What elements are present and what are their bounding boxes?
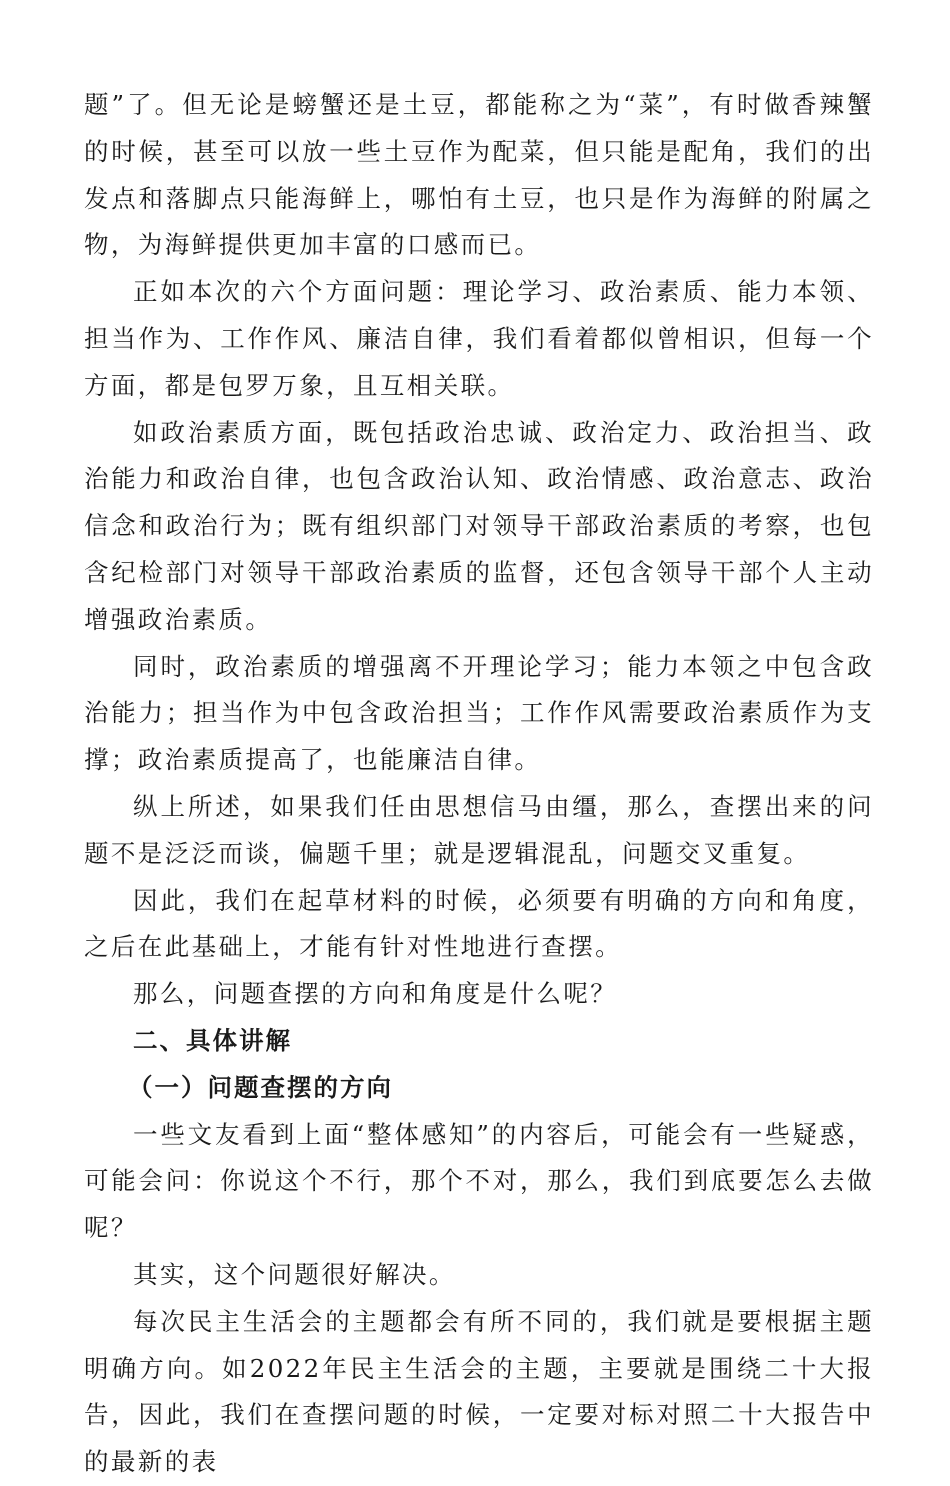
paragraph: 一些文友看到上面“整体感知”的内容后，可能会有一些疑惑，可能会问：你说这个不行，那个不对，那么，我们到底要怎么去做呢？ <box>84 1119 874 1243</box>
paragraph: 纵上所述，如果我们任由思想信马由缰，那么，查摆出来的问题不是泛泛而谈，偏题千里；就是逻辑混乱，问题交叉重复。 <box>84 791 874 868</box>
paragraph: 每次民主生活会的主题都会有所不同的，我们就是要根据主题明确方向。如2022年民主生活会的主题，主要就是围绕二十大报告，因此，我们在查摆问题的时候，一定要对标对照二十大报告中的最新的表 <box>84 1306 874 1477</box>
paragraph: 那么，问题查摆的方向和角度是什么呢？ <box>133 979 618 1009</box>
paragraph: 同时，政治素质的增强离不开理论学习；能力本领之中包含政治能力；担当作为中包含政治担当；工作作风需要政治素质作为支撑；政治素质提高了，也能廉洁自律。 <box>84 651 874 775</box>
paragraph: 题”了。但无论是螃蟹还是土豆，都能称之为“菜”，有时做香辣蟹的时候，甚至可以放一些土豆作为配菜，但只能是配角，我们的出发点和落脚点只能海鲜上，哪怕有土豆，也只是作为海鲜的附属之物，为海鲜提供更加丰富的口感而已。 <box>84 90 874 260</box>
paragraph: 正如本次的六个方面问题：理论学习、政治素质、能力本领、担当作为、工作作风、廉洁自律，我们看着都似曾相识，但每一个方面，都是包罗万象，且互相关联。 <box>84 277 874 400</box>
paragraph: 其实，这个问题很好解决。 <box>133 1259 456 1289</box>
document-page <box>84 82 874 1486</box>
section-heading: 二、具体讲解 <box>133 1025 292 1055</box>
subsection-heading: （一）问题查摆的方向 <box>128 1072 393 1102</box>
paragraph: 如政治素质方面，既包括政治忠诚、政治定力、政治担当、政治能力和政治自律，也包含政治认知、政治情感、政治意志、政治信念和政治行为；既有组织部门对领导干部政治素质的考察，也包含纪检部门对领导干部政治素质的监督，还包含领导干部个人主动增强政治素质。 <box>84 417 874 634</box>
paragraph: 因此，我们在起草材料的时候，必须要有明确的方向和角度，之后在此基础上，才能有针对性地进行查摆。 <box>84 885 874 962</box>
